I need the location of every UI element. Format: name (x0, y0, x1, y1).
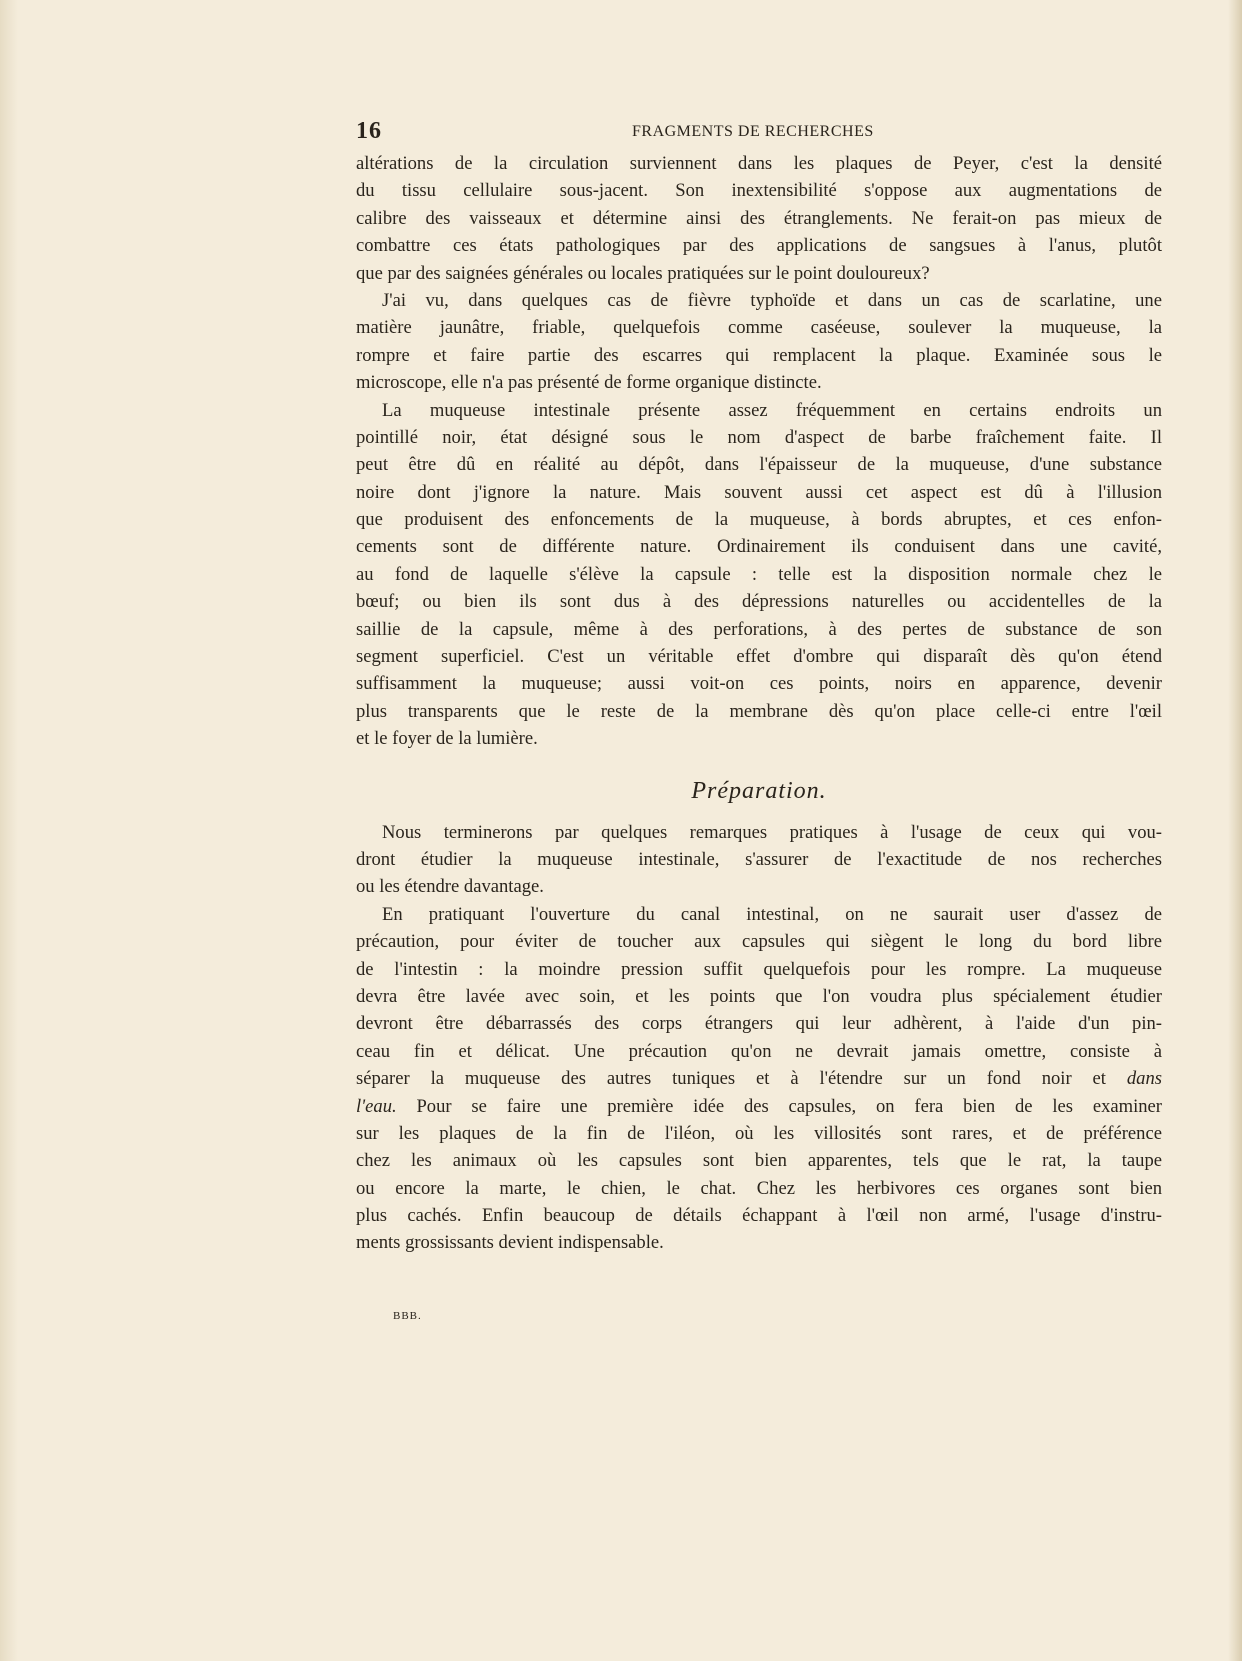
text-line: devront être débarrassés des corps étrangers qui leur adhèrent, à l'aide d'un pin- (356, 1013, 1162, 1035)
text-line: J'ai vu, dans quelques cas de fièvre typhoïde et dans un cas de scarlatine, une (382, 289, 1162, 311)
page-edge-shadow (0, 0, 18, 1661)
text-line (356, 1093, 1162, 1120)
text-line: bœuf; ou bien ils sont dus à des dépressions naturelles ou accidentelles de la (356, 591, 1162, 613)
text-line: plus cachés. Enfin beaucoup de détails échappant à l'œil non armé, l'usage d'instru- (356, 1205, 1162, 1227)
text-line: segment superficiel. C'est un véritable effet d'ombre qui disparaît dès qu'on étend (356, 646, 1162, 668)
text-line: chez les animaux où les capsules sont bien apparentes, tels que le rat, la taupe (356, 1150, 1162, 1172)
text-line: au fond de laquelle s'élève la capsule : telle est la disposition normale chez le (356, 563, 1162, 585)
text-line: que par des saignées générales ou locales pratiquées sur le point douloureux? (356, 262, 930, 284)
italic-text: dans (1126, 1068, 1162, 1090)
text-span: séparer la muqueuse des autres tuniques et à l'étendre sur un fond noir et (356, 1068, 1106, 1090)
text-line: que produisent des enfoncements de la muqueuse, à bords abruptes, et ces enfon- (356, 509, 1162, 531)
italic-text: l'eau. (356, 1095, 397, 1117)
text-line: peut être dû en réalité au dépôt, dans l'épaisseur de la muqueuse, d'une substance (356, 454, 1162, 476)
text-line: En pratiquant l'ouverture du canal intestinal, on ne saurait user d'assez de (382, 903, 1162, 925)
text-line: noire dont j'ignore la nature. Mais souvent aussi cet aspect est dû à l'illusion (356, 481, 1162, 503)
printer-signature-mark: BBB. (393, 1310, 422, 1322)
text-line: devra être lavée avec soin, et les points que l'on voudra plus spécialement étudier (356, 985, 1162, 1007)
text-line: saillie de la capsule, même à des perforations, à des pertes de substance de son (356, 618, 1162, 640)
text-line: cements sont de différente nature. Ordinairement ils conduisent dans une cavité, (356, 536, 1162, 558)
text-line: microscope, elle n'a pas présenté de forme organique distincte. (356, 372, 822, 394)
text-line: La muqueuse intestinale présente assez fréquemment en certains endroits un (382, 399, 1162, 421)
text-line: Nous terminerons par quelques remarques pratiques à l'usage de ceux qui vou- (382, 821, 1162, 843)
text-line: du tissu cellulaire sous-jacent. Son inextensibilité s'oppose aux augmentations de (356, 180, 1162, 202)
text-line: et le foyer de la lumière. (356, 728, 538, 750)
body-text (356, 150, 1162, 1257)
text-line: calibre des vaisseaux et détermine ainsi des étranglements. Ne ferait-on pas mieux de (356, 207, 1162, 229)
page-header (356, 118, 1162, 148)
text-line: altérations de la circulation surviennent dans les plaques de Peyer, c'est la densité (356, 153, 1162, 174)
section-heading: Préparation. (691, 777, 827, 804)
text-line: précaution, pour éviter de toucher aux capsules qui siègent le long du bord libre (356, 931, 1162, 953)
text-span: Pour se faire une première idée des capsules, on fera bien de les examiner (396, 1095, 1162, 1117)
text-line: matière jaunâtre, friable, quelquefois comme caséeuse, soulever la muqueuse, la (356, 317, 1162, 339)
page-edge-shadow (1228, 0, 1242, 1661)
text-line: rompre et faire partie des escarres qui remplacent la plaque. Examinée sous le (356, 344, 1162, 366)
text-line: combattre ces états pathologiques par des applications de sangsues à l'anus, plutôt (356, 235, 1162, 257)
text-line (356, 1065, 1162, 1092)
running-title: FRAGMENTS DE RECHERCHES (632, 123, 874, 140)
text-line: ou les étendre davantage. (356, 876, 544, 898)
text-line: ments grossissants devient indispensable. (356, 1232, 664, 1254)
text-line: sur les plaques de la fin de l'iléon, où les villosités sont rares, et de préférence (356, 1122, 1162, 1144)
page-number: 16 (356, 118, 382, 144)
text-line: ou encore la marte, le chien, le chat. Chez les herbivores ces organes sont bien (356, 1177, 1162, 1199)
text-line: dront étudier la muqueuse intestinale, s'assurer de l'exactitude de nos recherches (356, 848, 1162, 870)
text-line: suffisamment la muqueuse; aussi voit-on ces points, noirs en apparence, devenir (356, 673, 1162, 695)
text-line: plus transparents que le reste de la membrane dès qu'on place celle-ci entre l'œil (356, 700, 1162, 722)
text-line: pointillé noir, état désigné sous le nom d'aspect de barbe fraîchement faite. Il (356, 426, 1162, 448)
text-line: de l'intestin : la moindre pression suffit quelquefois pour les rompre. La muqueuse (356, 958, 1162, 980)
text-line: ceau fin et délicat. Une précaution qu'on ne devrait jamais omettre, consiste à (356, 1040, 1162, 1062)
